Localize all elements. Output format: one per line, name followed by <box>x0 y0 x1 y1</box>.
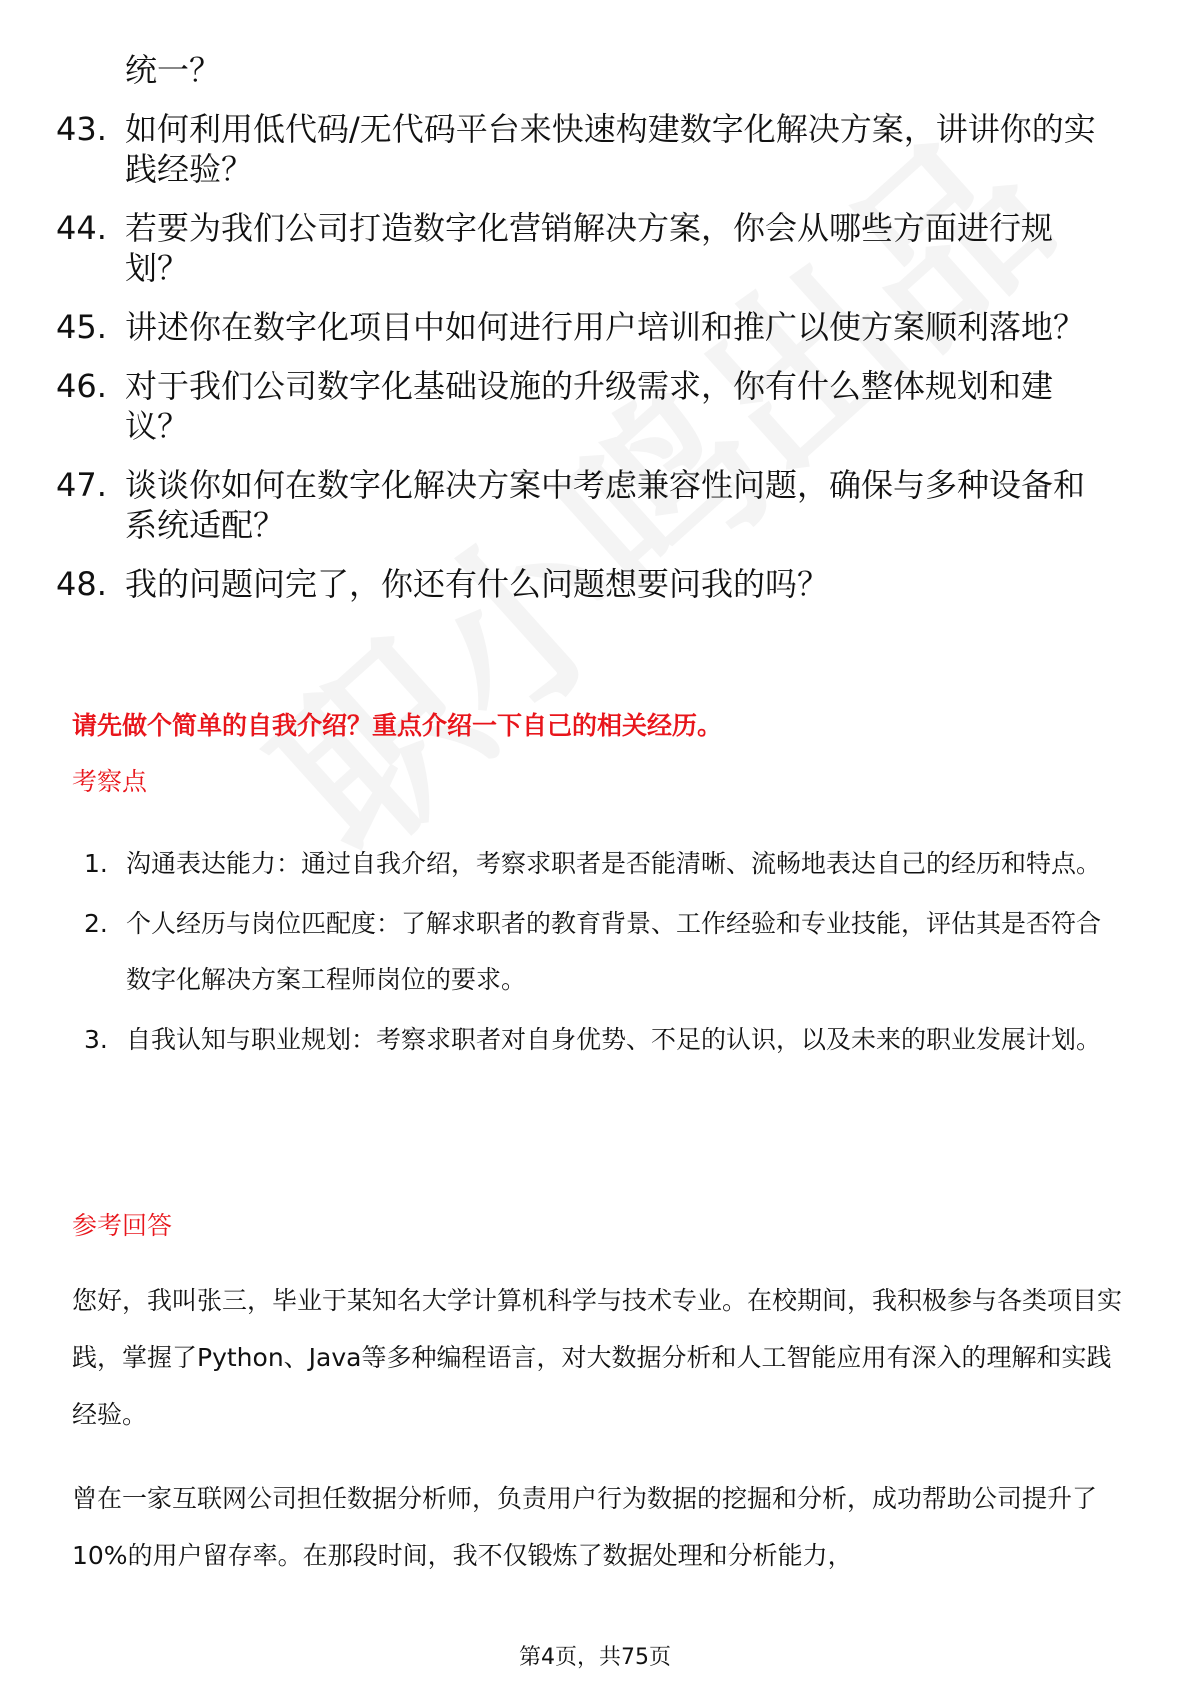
answer-paragraph: 曾在一家互联网公司担任数据分析师，负责用户行为数据的挖掘和分析，成功帮助公司提升了10%的用户留存率。在那段时间，我不仅锻炼了数据处理和分析能力， <box>72 1484 1098 1570</box>
focus-point-number: 3. <box>84 1025 108 1054</box>
focus-point-text: 自我认知与职业规划：考察求职者对自身优势、不足的认识，以及未来的职业发展计划。 <box>126 1025 1102 1054</box>
question-text: 谈谈你如何在数字化解决方案中考虑兼容性问题，确保与多种设备和系统适配？ <box>125 466 1086 544</box>
question-heading: 请先做个简单的自我介绍？重点介绍一下自己的相关经历。 <box>72 711 723 740</box>
question-item-43 <box>56 109 1116 189</box>
focus-point-text: 个人经历与岗位匹配度：了解求职者的教育背景、工作经验和专业技能，评估其是否符合数字化解决方案工程师岗位的要求。 <box>126 909 1102 994</box>
question-list <box>56 50 1116 623</box>
question-number: 44. <box>56 209 107 247</box>
question-text: 如何利用低代码/无代码平台来快速构建数字化解决方案，讲讲你的实践经验？ <box>125 110 1096 188</box>
focus-points-list <box>84 836 1124 1072</box>
question-text: 讲述你在数字化项目中如何进行用户培训和推广以使方案顺利落地？ <box>125 308 1086 346</box>
focus-point-text: 沟通表达能力：通过自我介绍，考察求职者是否能清晰、流畅地表达自己的经历和特点。 <box>126 849 1102 878</box>
question-item-44 <box>56 208 1116 288</box>
answer-paragraph: 您好，我叫张三，毕业于某知名大学计算机科学与技术专业。在校期间，我积极参与各类项目实践，掌握了Python、Java等多种编程语言，对大数据分析和人工智能应用有深入的理解和实践经验。 <box>72 1286 1123 1429</box>
question-number: 46. <box>56 367 107 405</box>
focus-point <box>84 836 1124 892</box>
focus-point <box>84 1012 1124 1068</box>
question-number: 48. <box>56 565 107 603</box>
question-continuation: 统一？ <box>125 51 222 89</box>
focus-point-number: 2. <box>84 909 108 938</box>
page-footer: 第4页，共75页 <box>519 1645 671 1670</box>
question-text: 若要为我们公司打造数字化营销解决方案，你会从哪些方面进行规划？ <box>125 209 1054 287</box>
answer-heading: 参考回答 <box>72 1211 173 1240</box>
question-text: 对于我们公司数字化基础设施的升级需求，你有什么整体规划和建议？ <box>125 367 1054 445</box>
question-item-48 <box>56 564 1116 604</box>
focus-point <box>84 896 1124 1008</box>
question-item-47 <box>56 465 1116 545</box>
question-number: 47. <box>56 466 107 504</box>
question-text: 我的问题问完了，你还有什么问题想要问我的吗？ <box>125 565 830 603</box>
focus-point-number: 1. <box>84 849 108 878</box>
question-item-45 <box>56 307 1116 347</box>
focus-heading: 考察点 <box>72 767 148 796</box>
question-item-46 <box>56 366 1116 446</box>
question-number: 45. <box>56 308 107 346</box>
question-number: 43. <box>56 110 107 148</box>
